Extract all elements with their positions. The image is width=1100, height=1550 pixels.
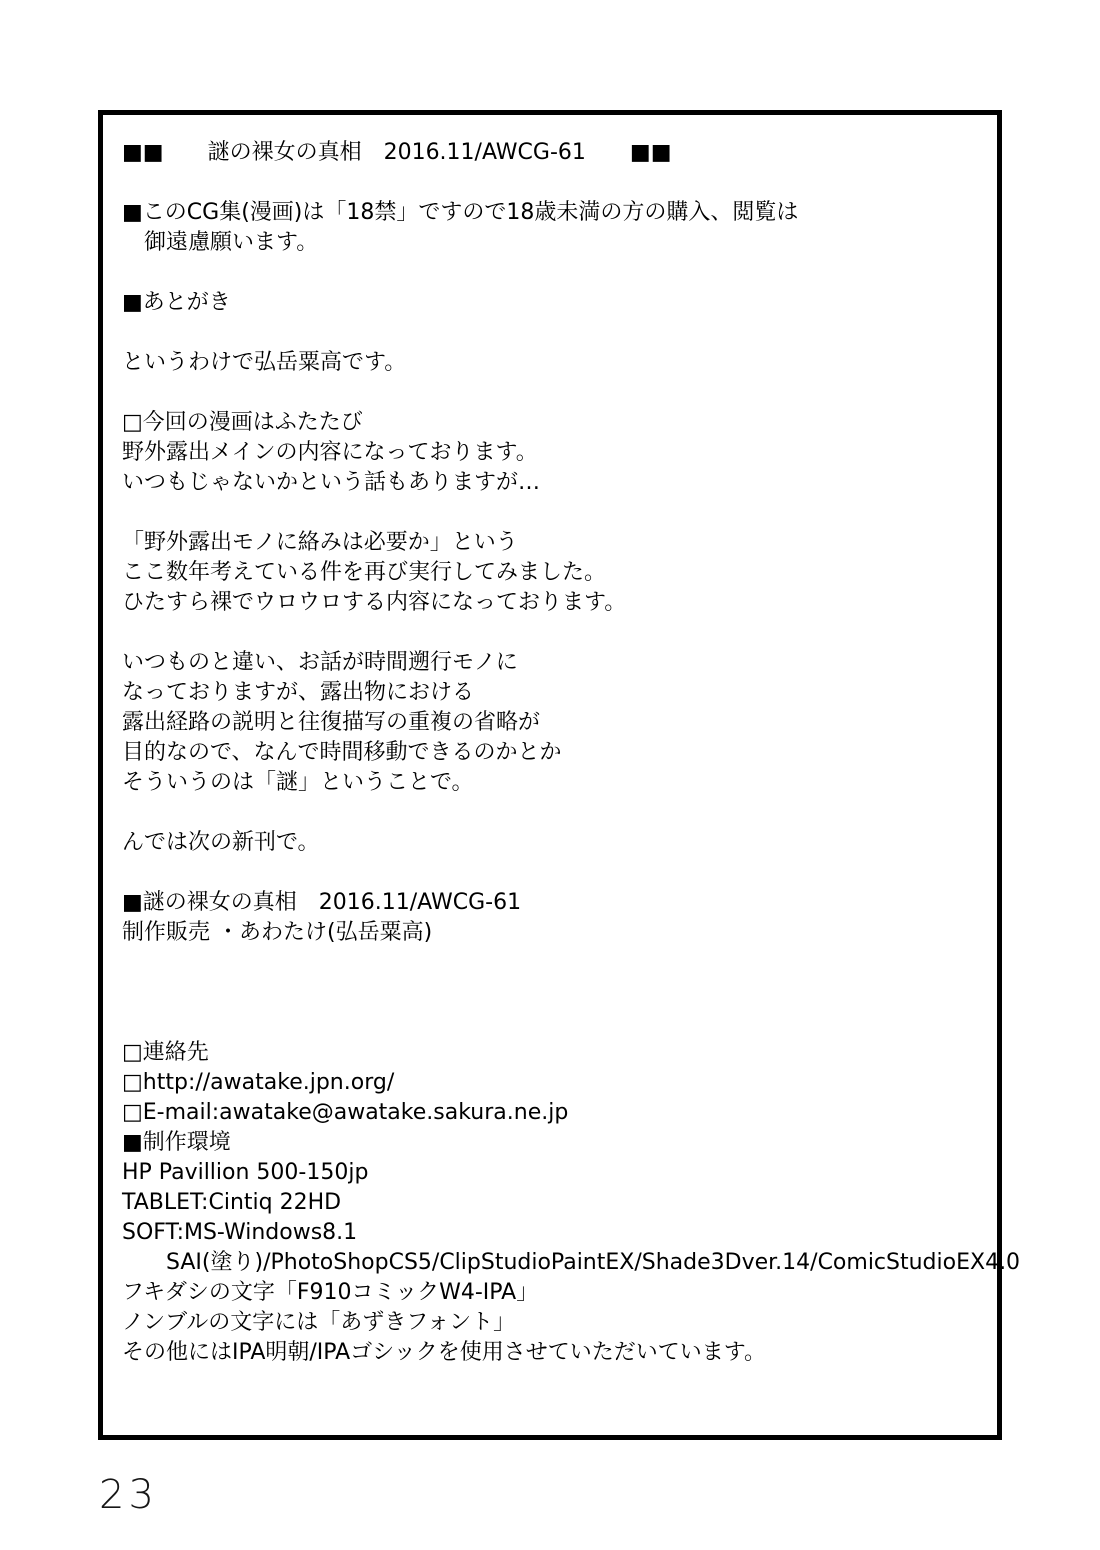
text-line: なっておりますが、露出物における [122,680,475,705]
text-line: □http://awatake.jpn.org/ [122,1070,395,1095]
text-line [122,978,989,1008]
text-line: ■■ 謎の裸女の真相 2016.11/AWCG-61 ■■ [122,140,672,165]
text-line: □今回の漫画はふたたび [122,410,363,435]
text-line: ■あとがき [122,290,231,315]
text-line [122,1008,989,1038]
text-line [122,498,989,528]
text-line: SAI(塗り)/PhotoShopCS5/ClipStudioPaintEX/Shade3Dver.14/ComicStudioEX4.0 [122,1250,1021,1275]
text-line: ひたすら裸でウロウロする内容になっております。 [122,590,627,615]
text-line: その他にはIPA明朝/IPAゴシックを使用させていただいています。 [122,1340,767,1365]
text-line: ノンブルの文字には「あずきフォント」 [122,1310,516,1335]
text-line: 「野外露出モノに絡みは必要か」という [122,530,518,555]
text-line: 野外露出メインの内容になっております。 [122,440,538,465]
text-line [122,168,989,198]
text-line: □連絡先 [122,1040,209,1065]
text-line [122,858,989,888]
text-line: 目的なので、なんで時間移動できるのかとか [122,740,562,765]
text-line: ■謎の裸女の真相 2016.11/AWCG-61 [122,890,522,915]
text-line: というわけで弘岳粟高です。 [122,350,407,375]
text-line: んでは次の新刊で。 [122,830,320,855]
text-line [122,948,989,978]
afterword-box [98,110,1021,1440]
text-line: フキダシの文字「F910コミックW4-IPA」 [122,1280,539,1305]
page-number: 23 [99,1472,158,1518]
text-line: ■このCG集(漫画)は「18禁」ですので18歳未満の方の購入、閲覧は [122,200,799,225]
text-line: □E-mail:awatake@awatake.sakura.ne.jp [122,1100,569,1125]
text-line [122,378,989,408]
text-line: そういうのは「謎」ということで。 [122,770,474,795]
text-line [122,318,989,348]
text-line: HP Pavillion 500-150jp [122,1160,369,1185]
afterword-text [122,138,1021,1368]
text-line: TABLET:Cintiq 22HD [122,1190,342,1215]
text-line: 制作販売 ・あわたけ(弘岳粟高) [122,920,433,945]
text-line: 露出経路の説明と往復描写の重複の省略が [122,710,541,735]
text-line: ■制作環境 [122,1130,231,1155]
text-line: ここ数年考えている件を再び実行してみました。 [122,560,607,585]
text-line [122,798,989,828]
text-line [122,258,989,288]
text-line [122,618,989,648]
text-line: いつもじゃないかという話もありますが… [122,470,541,495]
text-line: 御遠慮願います。 [122,230,319,255]
text-line: SOFT:MS-Windows8.1 [122,1220,358,1245]
text-line: いつものと違い、お話が時間遡行モノに [122,650,518,675]
